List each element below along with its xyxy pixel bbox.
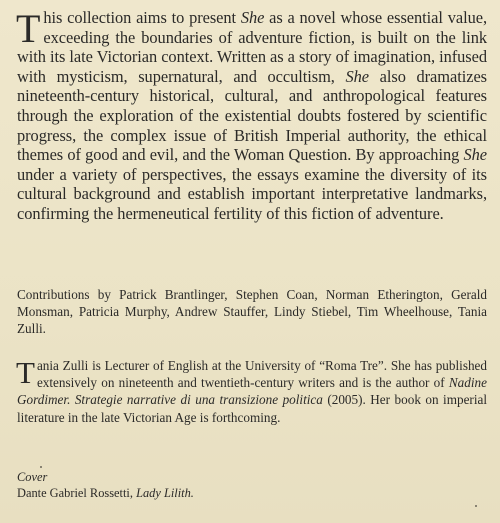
bio-segment: (2005). Her book on imperial literature in the late Victorian Age is forthcoming. xyxy=(17,392,487,425)
cover-artwork-title: Lady Lilith. xyxy=(136,486,194,500)
blurb-segment: his collection aims to present xyxy=(43,8,241,27)
blurb-segment: She xyxy=(240,8,265,27)
bio-segment: ania Zulli is Lecturer of English at the University of “Roma Tre”. She has published extensively on nineteenth and twentieth-century writers and is the author of xyxy=(36,358,487,391)
cover-artist: Dante Gabriel Rossetti, xyxy=(17,486,137,500)
bio-dropcap: T xyxy=(16,355,35,390)
blurb-segment: as a novel whose essential value, exceeding the boundaries of adventure fiction, is built on the link with its late Victorian context. Written as a story of imagination, infused with mysticism, supernatural, and occultism, xyxy=(17,8,487,86)
blurb-dropcap: T xyxy=(16,6,41,51)
blurb-segment: under a variety of perspectives, the essays examine the diversity of its cultural background and establish important interpretative landmarks, confirming the hermeneutical fertility of this fiction of adventure. xyxy=(17,164,487,223)
blurb-paragraph xyxy=(17,8,487,224)
print-speck xyxy=(475,505,477,507)
cover-credit xyxy=(17,469,487,501)
blurb-segment: She xyxy=(345,66,369,86)
cover-label: Cover xyxy=(17,470,48,484)
bio-segment: Nadine Gordimer. Strategie narrative di una transizione politica xyxy=(17,375,487,408)
cover-artist-line xyxy=(17,485,487,501)
contributors-paragraph: Contributions by Patrick Brantlinger, Stephen Coan, Norman Etherington, Gerald Monsman, Patricia Murphy, Andrew Stauffer, Lindy Stiebel, Tim Wheelhouse, Tania Zulli. xyxy=(17,287,487,337)
print-speck xyxy=(40,466,42,468)
blurb-segment: She xyxy=(463,145,487,165)
blurb-segment: also dramatizes nineteenth-century historical, cultural, and anthropological features through the exploration of the existential doubts fostered by scientific progress, the complex issue of British Imperial authority, the ethical themes of good and evil, and the Woman Question. By approaching xyxy=(17,66,487,165)
author-bio-paragraph xyxy=(17,357,487,426)
